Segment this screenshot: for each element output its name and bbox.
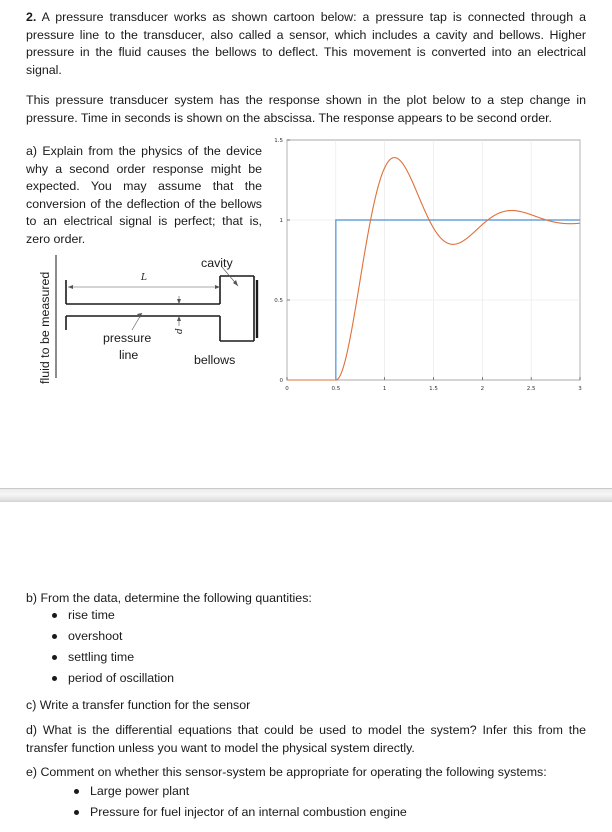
part-c-text: c) Write a transfer function for the sensor xyxy=(26,698,251,712)
list-item: period of oscillation xyxy=(48,668,174,689)
list-item: Pressure for fuel injector of an internal combustion engine xyxy=(70,802,407,823)
pressure-line-label-2: line xyxy=(119,348,139,362)
x-tick-label: 2.5 xyxy=(526,386,536,392)
pressure-line-label-1: pressure xyxy=(103,331,152,345)
step-response-chart xyxy=(270,132,590,397)
question-intro xyxy=(26,9,586,79)
part-b-text: b) From the data, determine the following quantities: xyxy=(26,591,312,605)
list-item: settling time xyxy=(48,647,174,668)
list-item: Large power plant xyxy=(70,781,407,802)
fluid-label: fluid to be measured xyxy=(38,271,52,384)
part-b-list xyxy=(48,605,174,689)
x-tick-label: 2 xyxy=(480,386,485,392)
part-d-text: d) What is the differential equations that could be used to model the system? Infer this from the transfer function unless you want to model the physical system directly. xyxy=(26,723,586,755)
question-intro-text: A pressure transducer works as shown cartoon below: a pressure tap is connected through a pressure line to the transducer, also called a sensor, which includes a cavity and bellows. Higher pressure in the fluid causes the bellows to deflect. This movement is converted into an electrical signal. xyxy=(26,10,586,77)
x-tick-label: 0.5 xyxy=(331,386,341,392)
y-tick-label: 1 xyxy=(279,218,283,224)
list-item: overshoot xyxy=(48,626,174,647)
x-tick-label: 1 xyxy=(382,386,387,392)
page-divider xyxy=(0,488,612,502)
x-tick-label: 3 xyxy=(578,386,582,392)
part-e-text: e) Comment on whether this sensor-system be appropriate for operating the following systems: xyxy=(26,765,547,779)
cavity-label: cavity xyxy=(201,256,233,270)
x-tick-label: 1.5 xyxy=(429,386,438,392)
part-e-list xyxy=(70,781,407,823)
response-description: This pressure transducer system has the response shown in the plot below to a step change in pressure. Time in seconds is shown on the abscissa. The response appears to be second order. xyxy=(26,93,586,125)
diameter-label: d xyxy=(175,328,185,334)
y-tick-label: 0.5 xyxy=(274,298,283,304)
length-label: L xyxy=(141,273,147,283)
question-number: 2. xyxy=(26,10,37,24)
transducer-diagram xyxy=(26,250,276,390)
list-item: rise time xyxy=(48,605,174,626)
part-a-text: a) Explain from the physics of the device why a second order response might be expected. You may assume that the conversion of the deflection of the bellows to an electrical signal is perfect; that is, zero order. xyxy=(26,144,262,246)
bellows-label: bellows xyxy=(194,353,236,367)
x-tick-label: 0 xyxy=(285,386,289,392)
y-tick-label: 0 xyxy=(279,378,283,384)
y-tick-label: 1.5 xyxy=(274,138,283,144)
